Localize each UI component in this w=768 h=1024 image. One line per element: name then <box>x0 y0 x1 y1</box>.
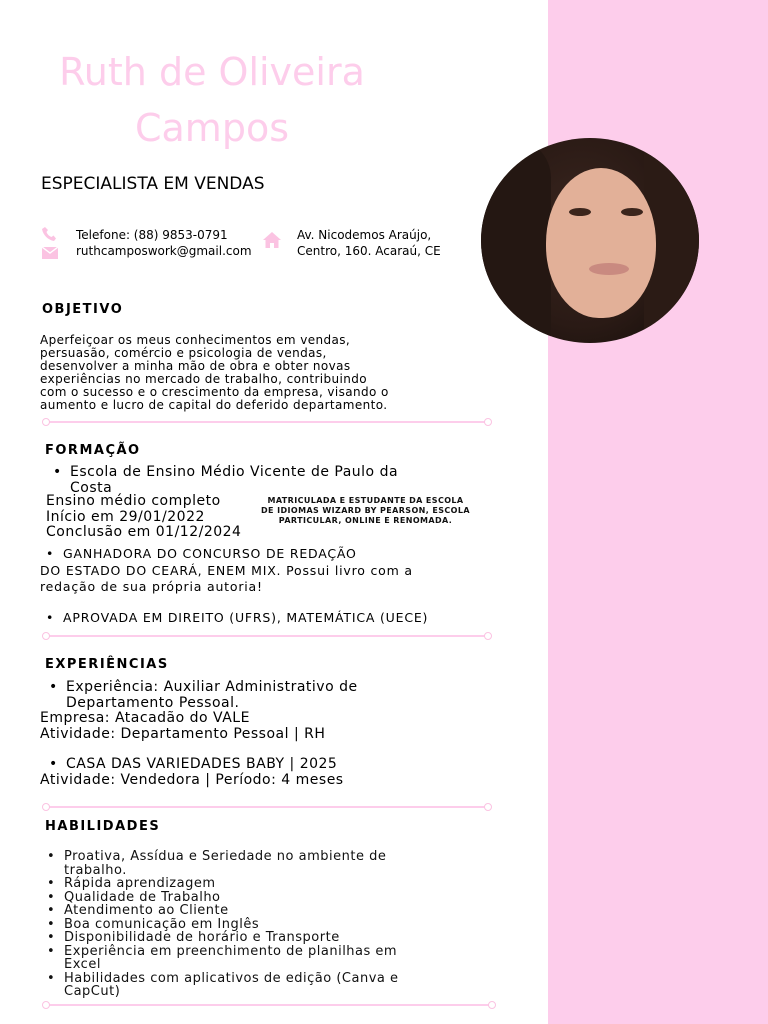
divider <box>46 635 488 637</box>
job-1-details <box>40 711 325 742</box>
job-1-line: • Experiência: Auxiliar Administrativo de <box>66 679 358 695</box>
photo-hair-left <box>481 138 551 343</box>
skill-item: • Rápida aprendizagem <box>64 877 434 891</box>
objective-line: desenvolver a minha mão de obra e obter novas <box>40 359 351 373</box>
profile-photo <box>481 138 699 343</box>
job-1-company: Empresa: Atacadão do VALE <box>40 710 250 726</box>
objective-line: aumento e lucro de capital do deferido departamento. <box>40 398 388 412</box>
education-title: FORMAÇÃO <box>45 443 141 458</box>
mail-icon <box>42 246 58 262</box>
job-2-item: • CASA DAS VARIEDADES BABY | 2025 <box>66 757 337 773</box>
award-item: • GANHADORA DO CONCURSO DE REDAÇÃO <box>63 547 357 560</box>
wizard-note-line: PARTICULAR, ONLINE E RENOMADA. <box>278 516 453 525</box>
objective-line: persuasão, comércio e psicologia de vendas, <box>40 346 327 360</box>
experience-title: EXPERIÊNCIAS <box>45 657 169 672</box>
divider <box>46 806 488 808</box>
skill-item: • Boa comunicação em Inglês <box>64 918 434 932</box>
skill-item: • Proativa, Assídua e Seriedade no ambiente de trabalho. <box>64 850 434 877</box>
objective-line: com o sucesso e o crescimento da empresa, visando o <box>40 385 389 399</box>
photo-lips <box>589 263 629 275</box>
education-detail: Início em 29/01/2022 <box>46 508 205 525</box>
name-line-1: Ruth de Oliveira <box>59 50 365 94</box>
skill-item: • Qualidade de Trabalho <box>64 891 434 905</box>
skill-item: • Disponibilidade de horário e Transporte <box>64 931 434 945</box>
school-name-line-1: • Escola de Ensino Médio Vicente de Paulo da <box>70 464 399 480</box>
school-name-line-2: Costa <box>70 479 113 496</box>
wizard-note <box>253 496 478 526</box>
phone-number: Telefone: (88) 9853-0791 <box>76 228 228 242</box>
email-address: ruthcamposwork@gmail.com <box>76 244 252 258</box>
approved-item: • APROVADA EM DIREITO (UFRS), MATEMÁTICA (UECE) <box>63 611 428 624</box>
job-2-activity: Atividade: Vendedora | Período: 4 meses <box>40 772 344 788</box>
award-description <box>40 563 413 595</box>
job-1-item <box>66 680 466 711</box>
objective-line: experiências no mercado de trabalho, contribuindo <box>40 372 368 386</box>
candidate-name <box>0 44 424 156</box>
photo-eye-left <box>569 208 591 216</box>
skill-item: • Habilidades com aplicativos de edição (Canva e CapCut) <box>64 972 434 999</box>
address-line-2: Centro, 160. Acaraú, CE <box>297 244 441 258</box>
skill-item: • Atendimento ao Cliente <box>64 904 434 918</box>
skill-item: • Experiência em preenchimento de planilhas em Excel <box>64 945 434 972</box>
address-line-1: Av. Nicodemos Araújo, <box>297 228 432 242</box>
objective-text <box>40 334 470 412</box>
divider <box>46 421 488 423</box>
name-line-2: Campos <box>134 106 289 150</box>
objective-title: OBJETIVO <box>42 302 124 317</box>
objective-line: Aperfeiçoar os meus conhecimentos em vendas, <box>40 333 351 347</box>
divider <box>46 1004 492 1006</box>
photo-face <box>546 168 656 318</box>
job-1-activity: Atividade: Departamento Pessoal | RH <box>40 725 326 742</box>
skills-title: HABILIDADES <box>45 819 161 834</box>
award-line: DO ESTADO DO CEARÁ, ENEM MIX. Possui livro com a <box>40 563 413 578</box>
award-line: redação de sua própria autoria! <box>40 579 263 594</box>
wizard-note-line: MATRICULADA E ESTUDANTE DA ESCOLA <box>267 496 464 505</box>
job-title: ESPECIALISTA EM VENDAS <box>41 174 265 194</box>
school-item <box>70 465 450 496</box>
skills-list <box>64 850 434 999</box>
education-details <box>46 494 241 541</box>
education-detail: Conclusão em 01/12/2024 <box>46 524 242 540</box>
phone-icon <box>42 226 56 245</box>
home-icon <box>263 232 281 251</box>
job-1-line: Departamento Pessoal. <box>66 694 240 711</box>
education-detail: Ensino médio completo <box>46 493 221 509</box>
wizard-note-line: DE IDIOMAS WIZARD BY PEARSON, ESCOLA <box>261 506 470 515</box>
photo-eye-right <box>621 208 643 216</box>
